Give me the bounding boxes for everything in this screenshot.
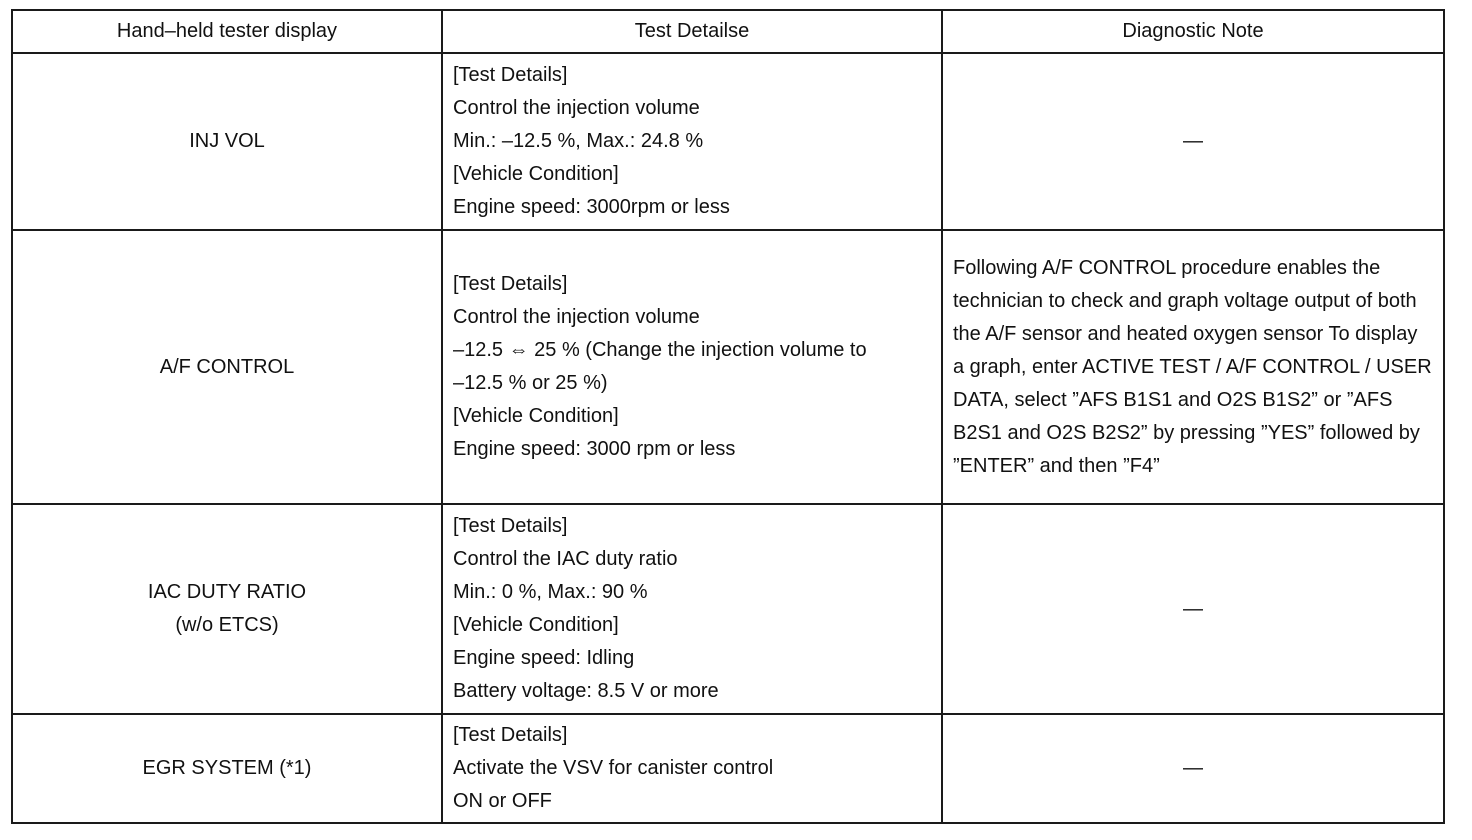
- details-line: Min.: –12.5 %, Max.: 24.8 %: [453, 130, 704, 152]
- details-line: –12.5 ⇔ 25 % (Change the injection volume to: [453, 339, 867, 361]
- test-details-cell: [442, 230, 942, 504]
- details-line: [Vehicle Condition]: [453, 614, 619, 636]
- diagnostic-note-cell: [942, 714, 1444, 823]
- diagnostic-note-text: —: [1183, 757, 1203, 779]
- header-diagnostic-note: Diagnostic Note: [942, 10, 1444, 53]
- tester-display-text: A/F CONTROL: [159, 355, 295, 378]
- details-line: Control the IAC duty ratio: [453, 548, 678, 570]
- table-row: [12, 230, 1444, 504]
- details-line: [Test Details]: [453, 273, 568, 295]
- details-line: Control the injection volume: [453, 97, 700, 119]
- details-line: Engine speed: 3000rpm or less: [453, 196, 730, 218]
- test-details-cell: [442, 53, 942, 230]
- test-details-cell: [442, 714, 942, 823]
- details-line: [Test Details]: [453, 64, 568, 86]
- active-test-table: [11, 9, 1445, 824]
- details-line: [Test Details]: [453, 515, 568, 537]
- diagnostic-note-text: —: [1183, 597, 1203, 620]
- details-line: –12.5 % or 25 %): [453, 372, 608, 394]
- details-line: [Vehicle Condition]: [453, 163, 619, 185]
- diagnostic-note-cell: [942, 53, 1444, 230]
- tester-display-text: IAC DUTY RATIO: [147, 581, 307, 603]
- details-line: ON or OFF: [453, 790, 552, 812]
- details-line: Engine speed: 3000 rpm or less: [453, 438, 736, 460]
- diagnostic-note-text: —: [1183, 130, 1203, 152]
- diagnostic-note-cell: [942, 504, 1444, 714]
- tester-display-cell: [12, 53, 442, 230]
- header-test-details: Test Detailse: [442, 10, 942, 53]
- tester-display-text: EGR SYSTEM (*1): [142, 757, 312, 779]
- details-line: Engine speed: Idling: [453, 647, 635, 669]
- test-details-cell: [442, 504, 942, 714]
- tester-display-cell: [12, 504, 442, 714]
- table-row: [12, 53, 1444, 230]
- diagnostic-note-cell: [942, 230, 1444, 504]
- details-line: Activate the VSV for canister control: [453, 757, 774, 779]
- diagnostic-note-text: Following A/F CONTROL procedure enables the technician to check and graph voltage output of both the A/F sensor and heated oxygen sensor To display a graph, enter ACTIVE TEST / A/F CONTROL / USER DATA, select ”AFS B1S1 and O2S B1S2” or ”AFS B2S1 and O2S B2S2” by pressing ”YES” followed by ”ENTER” and then ”F4”: [953, 256, 1432, 477]
- tester-display-text: INJ VOL: [189, 130, 265, 152]
- header-tester-display: Hand–held tester display: [12, 10, 442, 53]
- header-row: [12, 10, 1444, 53]
- details-line: Battery voltage: 8.5 V or more: [453, 680, 719, 702]
- tester-display-cell: [12, 714, 442, 823]
- tester-display-subtext: (w/o ETCS): [175, 614, 279, 636]
- table-row: [12, 504, 1444, 714]
- tester-display-cell: [12, 230, 442, 504]
- table-row: [12, 714, 1444, 823]
- details-line: Control the injection volume: [453, 306, 700, 328]
- details-line: [Test Details]: [453, 724, 568, 746]
- details-line: [Vehicle Condition]: [453, 405, 619, 427]
- details-line: Min.: 0 %, Max.: 90 %: [453, 581, 648, 603]
